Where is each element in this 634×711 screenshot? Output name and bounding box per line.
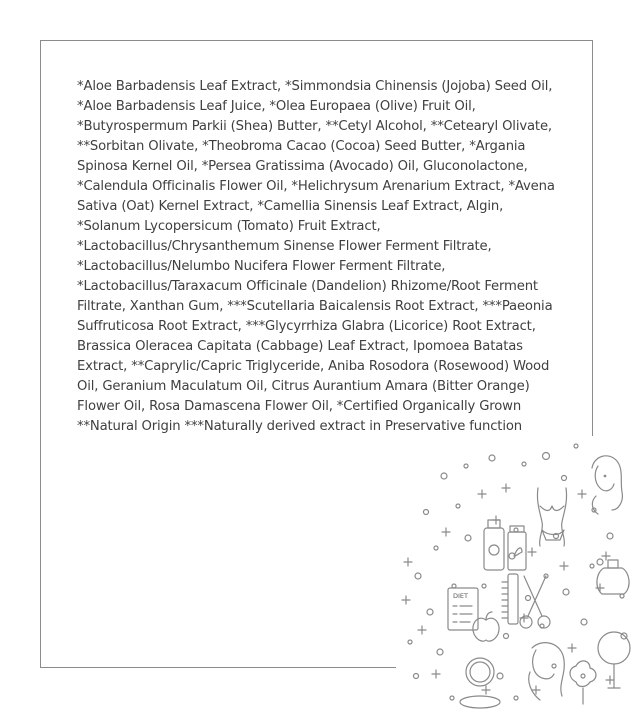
compact-mirror-icon xyxy=(460,658,500,708)
woman-profile-icon xyxy=(529,643,565,700)
beauty-icons-decoration xyxy=(396,436,634,711)
flower-icon xyxy=(570,661,596,704)
bikini-body-icon xyxy=(537,488,566,546)
cosmetic-tubes-icon xyxy=(484,520,526,570)
comb-icon xyxy=(502,574,518,624)
woman-face-icon xyxy=(592,456,622,514)
diet-label: DIET xyxy=(453,592,468,600)
scatter-dots xyxy=(408,444,627,700)
apple-icon xyxy=(473,612,499,641)
ingredients-text: *Aloe Barbadensis Leaf Extract, *Simmondsia Chinensis (Jojoba) Seed Oil, *Aloe Barbadensis Leaf Juice, *Olea Europaea (Olive) Fruit Oil, *Butyrospermum Parkii (Shea) Butter, **Cetyl Alcohol, **Cetearyl Olivate, **Sorbitan Olivate, *Theobroma Cacao (Cocoa) Seed Butter, *Argania Spinosa Kernel Oil, *Persea Gratissima (Avocado) Oil, Gluconolactone, *Calendula Officinalis Flower Oil, *Helichrysum Arenarium Extract, *Avena Sativa (Oat) Kernel Extract, *Camellia Sinensis Leaf Extract, Algin, *Solanum Lycopersicum (Tomato) Fruit Extract, *Lactobacillus/Chrysanthemum Sinense Flower Ferment Filtrate, *Lactobacillus/Nelumbo Nucifera Flower Ferment Filtrate, *Lactobacillus/Taraxacum Officinale (Dandelion) Rhizome/Root Ferment Filtrate, Xanthan Gum, ***Scutellaria Baicalensis Root Extract, ***Paeonia Suffruticosa Root Extract, ***Glycyrrhiza Glabra (Licorice) Root Extract, Brassica Oleracea Capitata (Cabbage) Leaf Extract, Ipomoea Batatas Extract, **Caprylic/Capric Triglyceride, Aniba Rosodora (Rosewood) Wood Oil, Geranium Maculatum Oil, Citrus Aurantium Amara (Bitter Orange) Flower Oil, Rosa Damascena Flower Oil, *Certified Organically Grown **Natural Origin ***Naturally derived extract in Preservative function xyxy=(77,79,555,434)
perfume-bottle-icon xyxy=(597,559,629,594)
hand-mirror-icon xyxy=(598,632,630,688)
